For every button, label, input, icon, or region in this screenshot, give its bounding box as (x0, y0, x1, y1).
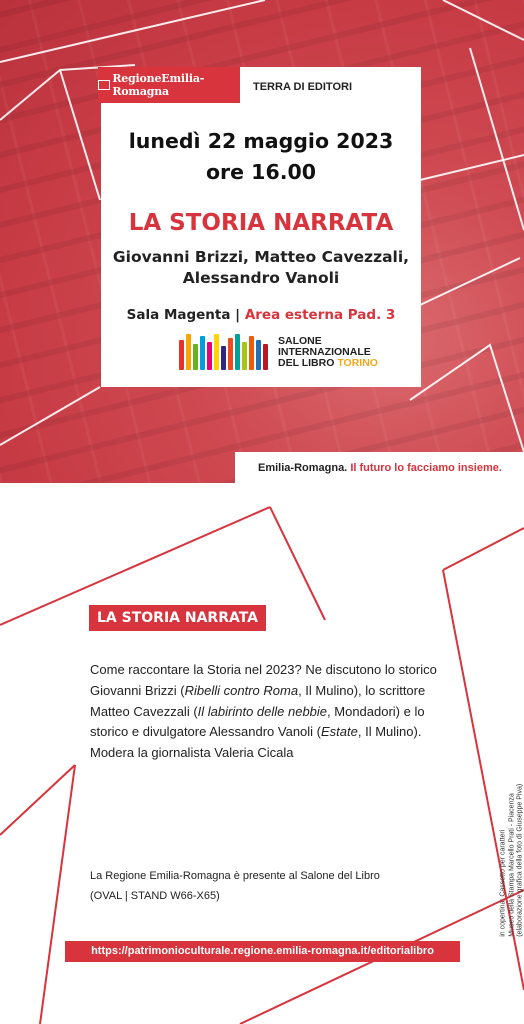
salone-city: TORINO (337, 356, 378, 369)
desc-text: , Il Mulino), lo scrittore Matteo Cavezzali ( (90, 682, 426, 719)
credit-line: in copertina: Cassetto per caratteri (499, 829, 507, 937)
credit-line: (elaborazione grafica della foto di Giuseppe Piva) (516, 783, 524, 937)
event-date: lunedì 22 maggio 2023 (128, 129, 394, 153)
region-logo-text: RegioneEmilia-Romagna (112, 72, 205, 98)
presence-stand: (OVAL | STAND W66-X65) (90, 890, 220, 902)
moderator-text: Modera la giornalista Valeria Cicala (90, 745, 294, 761)
credit-line: Museo della Stampa Marcello Prati - Piacenza (507, 793, 515, 937)
slogan-motto: Il futuro lo facciamo insieme. (350, 462, 502, 474)
salone-line-text: DEL LIBRO (278, 356, 335, 369)
venue-area: Area esterna Pad. 3 (244, 307, 396, 323)
presence-line: La Regione Emilia-Romagna è presente al Salone del Libro (90, 870, 380, 882)
desc-text: Come raccontare la Storia nel 2023? Ne discutono lo storico Giovanni Brizzi ( (90, 662, 437, 698)
speakers-line: Alessandro Vanoli (182, 269, 340, 287)
series-label: TERRA DI EDITORI (253, 81, 353, 93)
book-title: Estate (321, 724, 358, 740)
website-link[interactable]: https://patrimonioculturale.regione.emilia-romagna.it/editorialibro (65, 941, 460, 962)
event-time: ore 16.00 (205, 160, 317, 184)
photo-credit (499, 737, 524, 937)
speakers-line: Giovanni Brizzi, Matteo Cavezzali, (112, 248, 410, 266)
venue-main: Sala Magenta | (126, 307, 241, 323)
presence-note (90, 866, 420, 906)
desc-text: , Il Mulino). (357, 724, 422, 740)
event-description (90, 660, 442, 764)
event-title: LA STORIA NARRATA (128, 210, 394, 236)
section-title: LA STORIA NARRATA (89, 605, 266, 631)
salone-line: INTERNAZIONALE (278, 345, 371, 358)
desc-text: , Mondadori) e lo storico e divulgatore Alessandro Vanoli ( (90, 703, 425, 740)
salone-line: SALONE (278, 334, 322, 347)
slogan-region: Emilia-Romagna. (258, 462, 348, 474)
book-title: Ribelli contro Roma (184, 682, 299, 698)
book-title: Il labirinto delle nebbie (197, 703, 328, 719)
